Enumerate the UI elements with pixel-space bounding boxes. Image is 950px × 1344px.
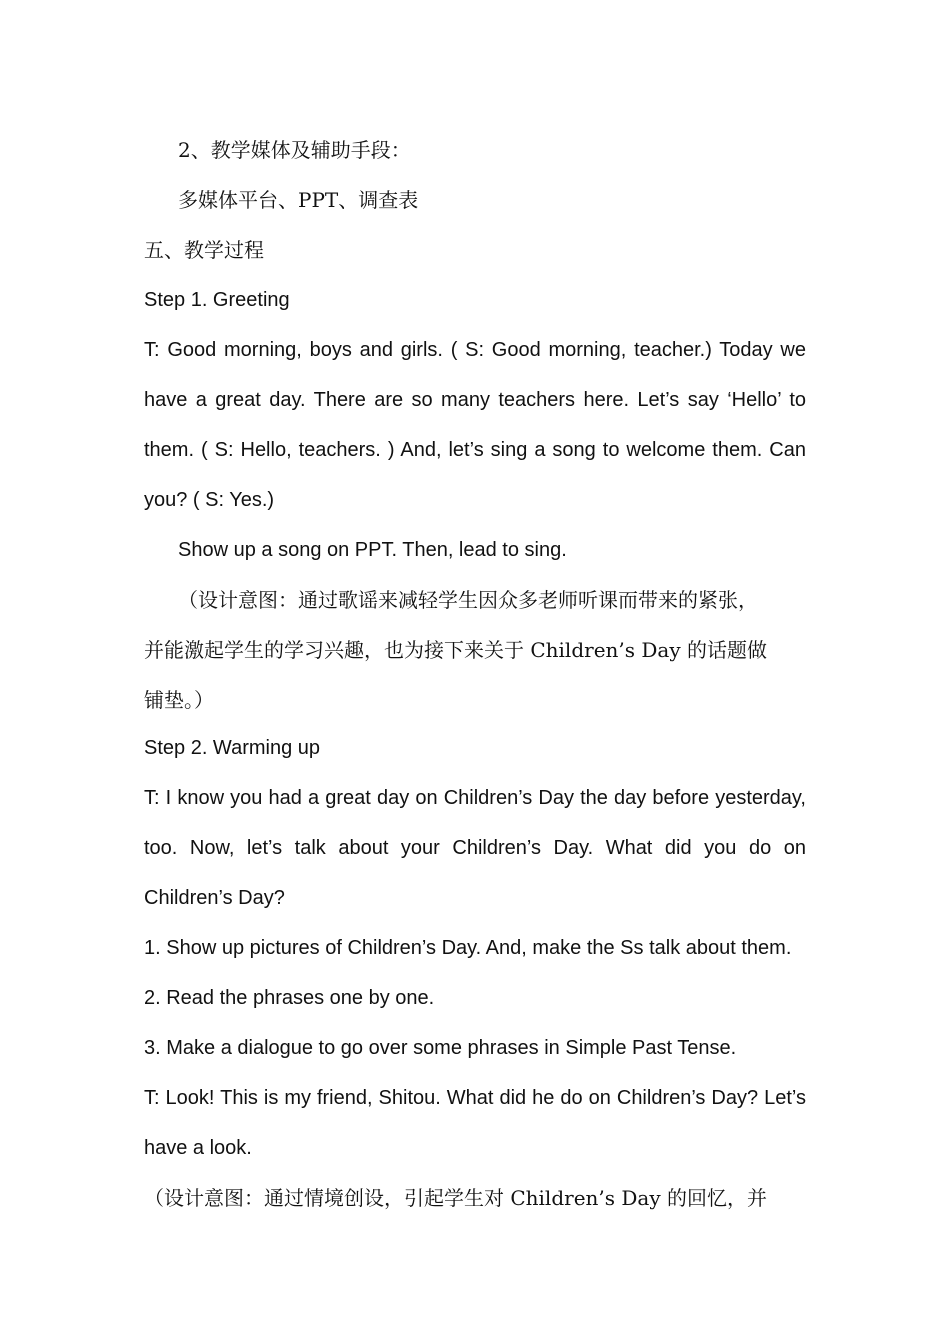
design-intent-line: （设计意图：通过情境创设，引起学生对 Children’s Day 的回忆，并 [144,1186,768,1210]
paragraph-line: you? ( S: Yes.) [144,489,275,511]
paragraph-line: T: I know you had a great day on Children’s Day the day before yesterday, [144,787,806,809]
paragraph-line: T: Good morning, boys and girls. ( S: Good morning, teacher.) Today we [144,339,806,361]
media-heading: 2、教学媒体及辅助手段： [178,138,411,162]
list-item: 1. Show up pictures of Children’s Day. And, make the Ss talk about them. [144,937,792,959]
paragraph-line: too. Now, let’s talk about your Children’s Day. What did you do on [144,837,806,859]
paragraph-line: T: Look! This is my friend, Shitou. What did he do on Children’s Day? Let’s [144,1087,806,1109]
design-intent-line: 铺垫。） [144,688,214,712]
media-list: 多媒体平台、PPT、调查表 [178,188,419,212]
step-1-heading: Step 1. Greeting [144,289,290,311]
design-intent-line: （设计意图：通过歌谣来减轻学生因众多老师听课而带来的紧张， [178,588,758,612]
design-intent-line: 并能激起学生的学习兴趣，也为接下来关于 Children’s Day 的话题做 [144,638,768,662]
paragraph-line: Show up a song on PPT. Then, lead to sing. [178,539,567,561]
list-item: 3. Make a dialogue to go over some phrases in Simple Past Tense. [144,1037,737,1059]
step-2-heading: Step 2. Warming up [144,737,321,759]
paragraph-line: them. ( S: Hello, teachers. ) And, let’s sing a song to welcome them. Can [144,439,806,461]
list-item: 2. Read the phrases one by one. [144,987,435,1009]
paragraph-line: have a great day. There are so many teachers here. Let’s say ‘Hello’ to [144,389,806,411]
paragraph-line: have a look. [144,1137,252,1159]
section-heading-teaching-process: 五、教学过程 [144,238,264,262]
paragraph-line: Children’s Day? [144,887,285,909]
